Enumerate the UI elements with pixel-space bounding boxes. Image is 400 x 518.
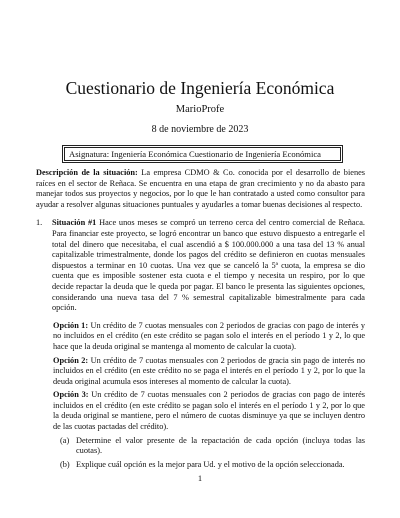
option-3-text: Un crédito de 7 cuotas mensuales con 2 periodos de gracias con pago de interés incluidos en el crédito (en este crédito se pagan solo el interés en el período 1 y 2, por lo que la deuda original se mantiene, pero el número de cuotas disminuye ya que se incluyen dentro de las cuotas pactadas del crédito).: [53, 390, 365, 432]
option-1-label: Opción 1:: [53, 320, 89, 330]
document-date: 8 de noviembre de 2023: [151, 124, 249, 135]
question-text-block: [52, 218, 365, 313]
description-paragraph: [36, 168, 365, 210]
option-2-label: Opción 2:: [53, 355, 89, 365]
option-1-text: Un crédito de 7 cuotas mensuales con 2 periodos de gracias con pago de interés y no incluidos en el crédito (en este crédito se pagan solo el interés en el período 1 y 2, lo que hace que la deuda original se mantenga al momento de calcular la cuota).: [53, 320, 365, 351]
description-text: La empresa CDMO & Co. conocida por el desarrollo de bienes raíces en el sector de Reñaca. Se encuentra en una etapa de gran crecimiento y no da abasto para manejar todos sus proyectos y negocios, por lo que le han contratado a usted como consultor para ayudar a resolver algunas situaciones puntuales y ayudarles a tomar buenas decisiones al respecto.: [36, 168, 366, 209]
subquestion-b-label: (b): [60, 459, 70, 469]
document-title: Cuestionario de Ingeniería Económica: [65, 78, 335, 98]
option-3-label: Opción 3:: [53, 390, 89, 400]
option-3: [53, 390, 365, 432]
page-number: 1: [197, 473, 203, 483]
subquestion-a-label: (a): [60, 435, 70, 445]
subquestion-b: [60, 460, 365, 471]
question-number: 1.: [36, 218, 43, 228]
subquestion-b-text: Explique cuál opción es la mejor para Ud. y el motivo de la opción seleccionada.: [76, 459, 345, 469]
question-label: Situación #1: [52, 218, 97, 228]
option-1: [53, 321, 365, 353]
subject-box: Asignatura: Ingeniería Económica Cuestionario de Ingeniería Económica: [64, 147, 341, 161]
option-2-text: Un crédito de 7 cuotas mensuales con 2 periodos de gracia sin pago de interés no incluidos en el crédito (en este crédito no se paga el interés en el período 1 y 2, por lo que la deuda original acumula esos intereses al momento de calcular la cuota).: [53, 355, 365, 386]
option-2: [53, 356, 365, 388]
subquestion-a: [60, 436, 365, 457]
subquestion-a-text: Determine el valor presente de la repactación de cada opción (incluya todas las cuotas).: [76, 435, 365, 456]
description-label: Descripción de la situación:: [36, 168, 138, 177]
document-author: MarioProfe: [175, 104, 225, 115]
question-item: [36, 218, 365, 313]
question-text: Hace unos meses se compró un terreno cerca del centro comercial de Reñaca. Para financiar este proyecto, se logró encontrar un banco que estuvo dispuesto a entregarle el total del dinero que necesitaba, el cual ascendió a $ 100.000.000 a una tasa del 13 % anual capitalizable trimestralmente, donde los pagos del crédito se definieron en cuotas mensuales dispuestos a terminar en 10 cuotas. Una vez que se canceló la 5ª cuota, la empresa se dio cuenta que es imposible sostener esta cuota e el tiempo y necesita un respiro, por lo que decide repactar la deuda que le queda por pagar. El banco le presenta las siguientes opciones, considerando una nueva tasa del 7 % semestral capitalizable bimestralmente para cada opción.: [52, 218, 365, 313]
document-body: [36, 168, 365, 470]
